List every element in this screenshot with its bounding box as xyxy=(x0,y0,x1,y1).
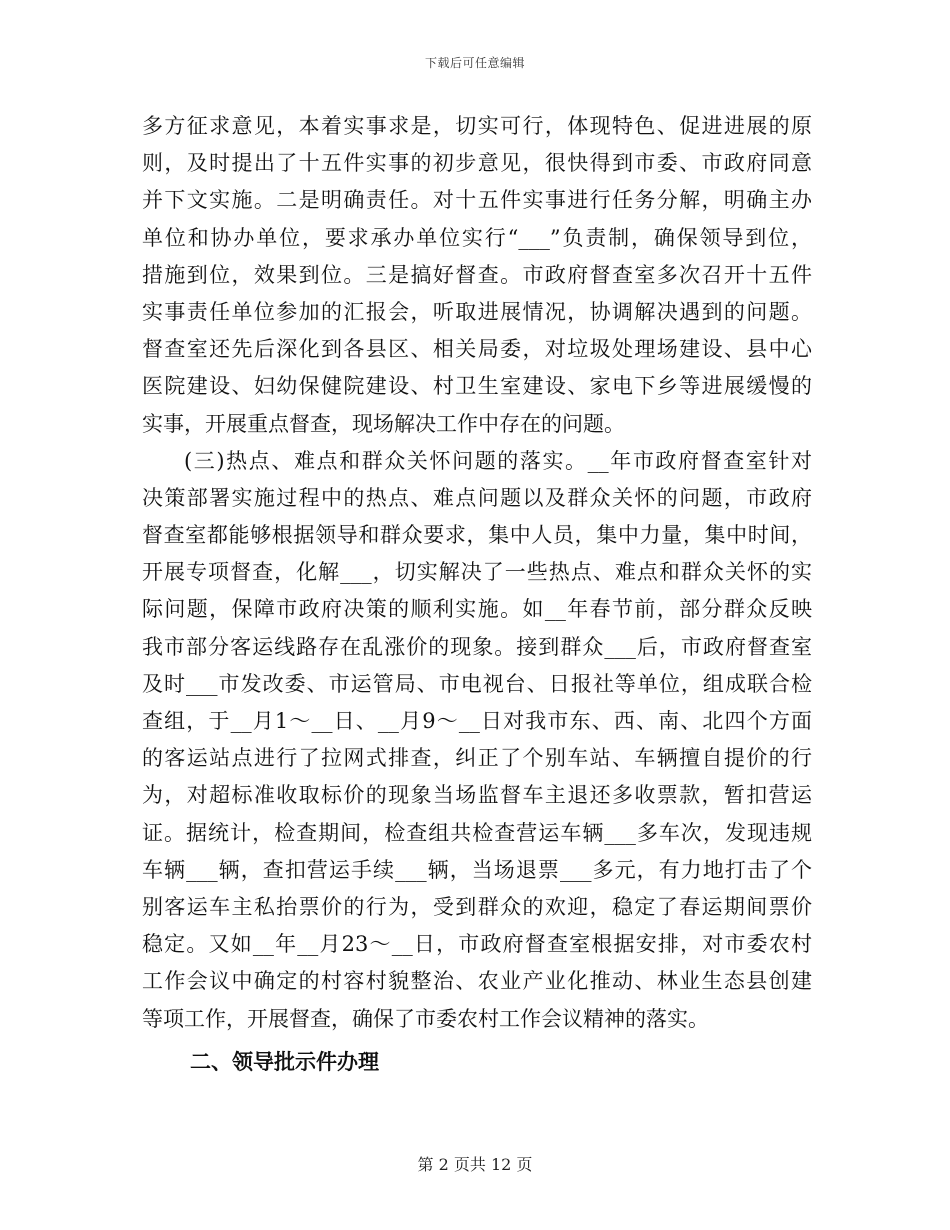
paragraph-line: 稳定。又如__年__月23～__日，市政府督查室根据安排，对市委农村 xyxy=(142,932,812,957)
paragraph-line: 实事责任单位参加的汇报会，听取进展情况，协调解决遇到的问题。 xyxy=(142,299,812,324)
paragraph-line: 医院建设、妇幼保健院建设、村卫生室建设、家电下乡等进展缓慢的 xyxy=(142,374,812,399)
paragraph-line: 及时___市发改委、市运管局、市电视台、日报社等单位，组成联合检 xyxy=(142,671,812,696)
paragraph-line: 单位和协办单位，要求承办单位实行“___”负责制，确保领导到位， xyxy=(142,225,812,250)
paragraph-line: 为，对超标准收取标价的现象当场监督车主退还多收票款，暂扣营运 xyxy=(142,783,812,808)
paragraph-line: 的客运站点进行了拉网式排查，纠正了个别车站、车辆擅自提价的行 xyxy=(142,746,812,771)
paragraph-line: 车辆___辆，查扣营运手续___辆，当场退票___多元，有力地打击了个 xyxy=(142,857,812,882)
page-number: 第 2 页共 12 页 xyxy=(417,1155,533,1174)
paragraph-line: (三)热点、难点和群众关怀问题的落实。__年市政府督查室针对 xyxy=(184,448,812,473)
paragraph-line: 决策部署实施过程中的热点、难点问题以及群众关怀的问题，市政府 xyxy=(142,485,812,510)
paragraph-line: 多方征求意见，本着实事求是，切实可行，体现特色、促进进展的原 xyxy=(142,114,812,138)
paragraph-line: 查组，于__月1～__日、__月9～__日对我市东、西、南、北四个方面 xyxy=(142,709,812,733)
paragraph-line: 工作会议中确定的村容村貌整治、农业产业化推动、林业生态县创建 xyxy=(142,969,812,994)
document-body xyxy=(142,108,812,1081)
paragraph-line: 督查室还先后深化到各县区、相关局委，对垃圾处理场建设、县中心 xyxy=(142,337,812,362)
paragraph-line: 督查室都能够根据领导和群众要求，集中人员，集中力量，集中时间， xyxy=(142,523,812,548)
section-heading: 二、领导批示件办理 xyxy=(190,1049,379,1074)
paragraph-line: 我市部分客运线路存在乱涨价的现象。接到群众___后，市政府督查室 xyxy=(142,634,812,659)
page-header: 下载后可任意编辑 xyxy=(424,56,525,70)
paragraph-line: 证。据统计，检查期间，检查组共检查营运车辆___多车次，发现违规 xyxy=(142,820,812,845)
paragraph-line: 实事，开展重点督查，现场解决工作中存在的问题。 xyxy=(142,411,625,436)
paragraph-line: 并下文实施。二是明确责任。对十五件实事进行任务分解，明确主办 xyxy=(142,188,812,213)
paragraph-line: 措施到位，效果到位。三是搞好督查。市政府督查室多次召开十五件 xyxy=(142,262,812,287)
paragraph-line: 别客运车主私抬票价的行为，受到群众的欢迎，稳定了春运期间票价 xyxy=(142,894,812,919)
paragraph-line: 际问题，保障市政府决策的顺利实施。如__年春节前，部分群众反映 xyxy=(142,597,812,622)
paragraph-line: 开展专项督查，化解___，切实解决了一些热点、难点和群众关怀的实 xyxy=(142,560,812,585)
paragraph-line: 则，及时提出了十五件实事的初步意见，很快得到市委、市政府同意 xyxy=(142,151,812,176)
paragraph-line: 等项工作，开展督查，确保了市委农村工作会议精神的落实。 xyxy=(142,1006,709,1031)
